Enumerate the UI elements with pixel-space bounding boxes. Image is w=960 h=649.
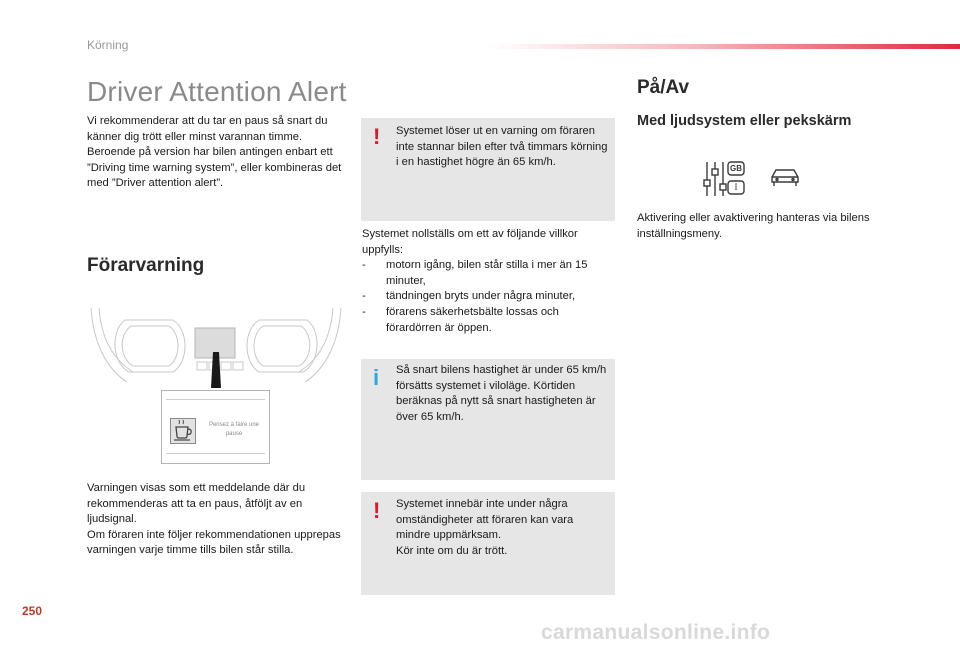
warning-paragraph-2: Om föraren inte följer rekommendationen upprepas varningen varje timme tills bilen står stilla.: [87, 528, 341, 557]
warning-box-1-text: Systemet löser ut en varning om föraren inte stannar bilen efter två timmars körning i en hastighet högre än 65 km/h.: [396, 125, 608, 169]
list-item: - förarens säkerhetsbälte lossas och förardörren är öppen.: [362, 305, 616, 336]
display-message: Pensez à faire une pause: [208, 422, 260, 437]
warning-mark-icon: !: [373, 498, 381, 523]
reset-conditions-list: [362, 258, 616, 336]
coffee-cup-icon: [170, 418, 196, 444]
list-item: - tändningen bryts under några minuter,: [362, 289, 616, 305]
settings-sliders-icon: [703, 160, 747, 198]
warning-box-2-text: [396, 497, 610, 559]
heading-driver-warning: Förarvarning: [87, 255, 205, 276]
on-off-description: Aktivering eller avaktivering hanteras via bilens inställningsmeny.: [637, 212, 870, 240]
header-accent-line: [488, 44, 960, 49]
list-item: - motorn igång, bilen står stilla i mer än 15 minuter,: [362, 258, 616, 289]
gb-label: GB: [730, 164, 742, 173]
page-number: 250: [22, 604, 43, 618]
page-title: Driver Attention Alert: [87, 76, 347, 107]
car-icon: [768, 166, 802, 190]
section-label: Körning: [87, 38, 129, 52]
info-box-text: Så snart bilens hastighet är under 65 km/h försätts systemet i viloläge. Körtiden beräknas på nytt så snart hastigheten är över 65 km/h.: [396, 364, 607, 423]
watermark: carmanualsonline.info: [541, 621, 771, 644]
intro-paragraph: Vi rekommenderar att du tar en paus så snart du känner dig trött eller minst varannan timme. Beroende på version har bilen antingen enbart ett ”Driving time warning system”, eller kombineras det med ”Driver attention alert”.: [87, 115, 342, 190]
warning-mark-icon: !: [373, 124, 381, 149]
info-box: [361, 359, 615, 480]
reset-conditions: [362, 227, 616, 336]
subheading-audio-touchscreen: Med ljudsystem eller pekskärm: [637, 113, 852, 129]
display-panel: [161, 390, 270, 464]
warning-description: [87, 481, 349, 559]
warning-box-2-paragraph-1: Systemet innebär inte under några omständigheter att föraren kan vara mindre uppmärksam.: [396, 498, 574, 542]
warning-box-2: [361, 492, 615, 595]
reset-intro: Systemet nollställs om ett av följande villkor uppfylls:: [362, 228, 578, 256]
warning-paragraph-1: Varningen visas som ett meddelande där du rekommenderas att ta en paus, åtföljt av en ljudsignal.: [87, 482, 306, 526]
info-mark-icon: i: [373, 365, 380, 390]
i-label: I: [734, 182, 738, 192]
warning-box-2-paragraph-2: Kör inte om du är trött.: [396, 544, 508, 557]
heading-on-off: På/Av: [637, 77, 690, 98]
warning-box-1: [361, 118, 615, 221]
